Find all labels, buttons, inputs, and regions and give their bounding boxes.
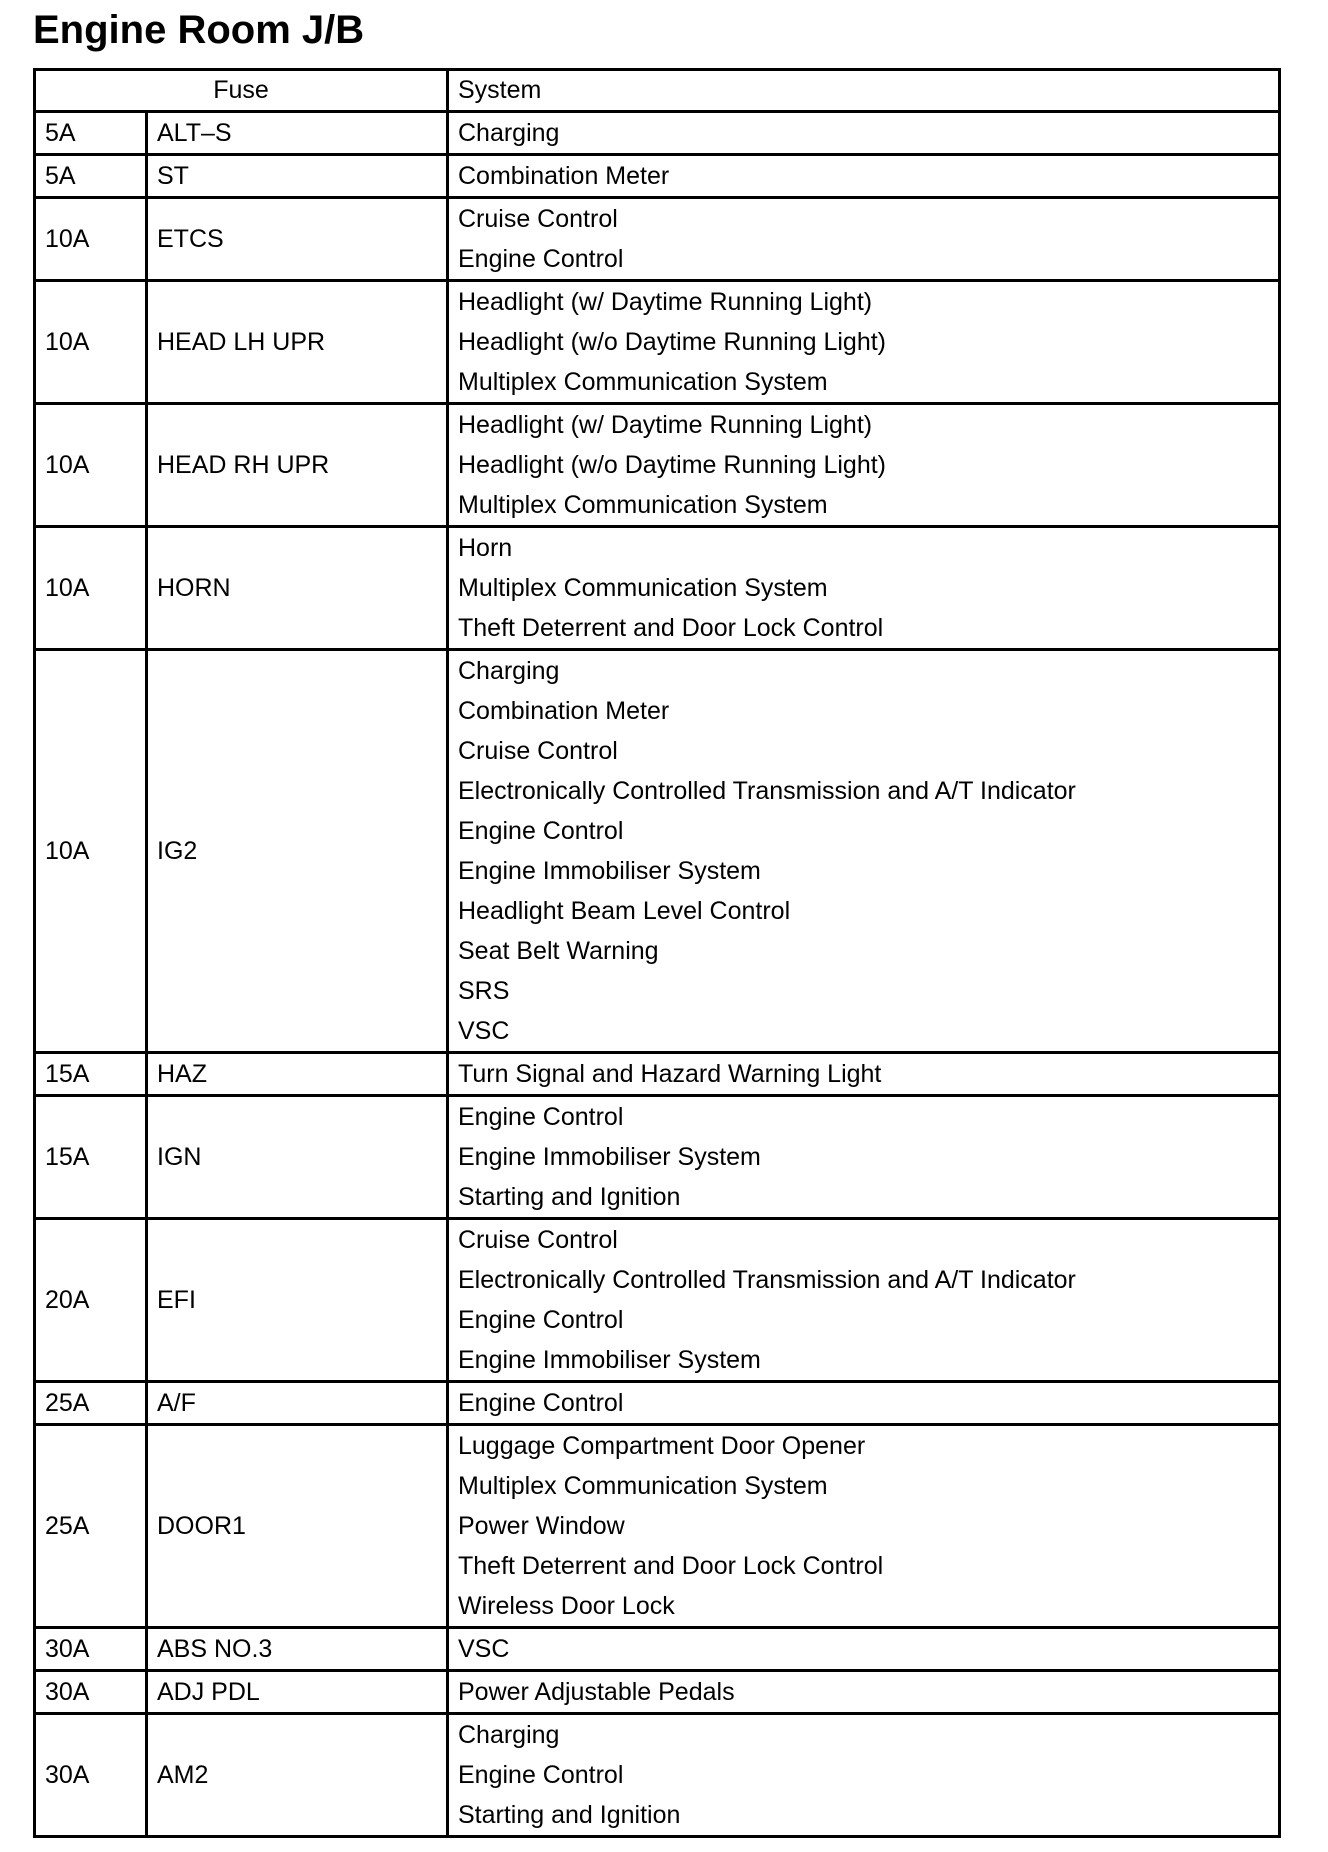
fuse-amperage: 15A xyxy=(35,1053,147,1096)
system-item: Headlight (w/o Daytime Running Light) xyxy=(458,328,886,356)
fuse-name: HAZ xyxy=(147,1053,448,1096)
fuse-amperage: 25A xyxy=(35,1382,147,1425)
table-header-row xyxy=(35,70,1280,112)
system-cell xyxy=(448,112,1280,155)
system-item: Combination Meter xyxy=(458,162,670,190)
system-item: Theft Deterrent and Door Lock Control xyxy=(458,1552,884,1580)
fuse-name: ALT–S xyxy=(147,112,448,155)
table-row xyxy=(35,281,1280,404)
system-cell xyxy=(448,527,1280,650)
table-row xyxy=(35,155,1280,198)
system-item: VSC xyxy=(458,1635,510,1663)
system-cell xyxy=(448,1671,1280,1714)
page-title: Engine Room J/B xyxy=(33,8,365,52)
system-item: Luggage Compartment Door Opener xyxy=(458,1432,866,1460)
table-row xyxy=(35,112,1280,155)
system-item: Engine Control xyxy=(458,1761,624,1789)
fuse-table xyxy=(33,68,1281,1838)
table-row xyxy=(35,1382,1280,1425)
system-item: Engine Control xyxy=(458,817,624,845)
system-item: Electronically Controlled Transmission and A/T Indicator xyxy=(458,1266,1076,1294)
system-item: Engine Control xyxy=(458,1306,624,1334)
fuse-amperage: 15A xyxy=(35,1096,147,1219)
table-row xyxy=(35,1671,1280,1714)
system-cell xyxy=(448,1219,1280,1382)
system-cell xyxy=(448,1714,1280,1837)
fuse-column-header: Fuse xyxy=(35,70,448,112)
system-cell xyxy=(448,650,1280,1053)
system-item: Combination Meter xyxy=(458,697,670,725)
system-item: Multiplex Communication System xyxy=(458,1472,828,1500)
fuse-amperage: 30A xyxy=(35,1671,147,1714)
system-item: Cruise Control xyxy=(458,1226,618,1254)
table-row xyxy=(35,1425,1280,1628)
system-item: Cruise Control xyxy=(458,737,618,765)
system-item: Headlight (w/ Daytime Running Light) xyxy=(458,411,873,439)
system-item: Engine Immobiliser System xyxy=(458,1143,761,1171)
system-item: Headlight Beam Level Control xyxy=(458,897,791,925)
table-row xyxy=(35,1053,1280,1096)
system-item: Electronically Controlled Transmission and A/T Indicator xyxy=(458,777,1076,805)
system-cell xyxy=(448,404,1280,527)
table-row xyxy=(35,527,1280,650)
fuse-amperage: 5A xyxy=(35,112,147,155)
system-item: VSC xyxy=(458,1017,510,1045)
system-item: Engine Control xyxy=(458,1389,624,1417)
fuse-name: IGN xyxy=(147,1096,448,1219)
fuse-name: HORN xyxy=(147,527,448,650)
table-row xyxy=(35,650,1280,1053)
fuse-amperage: 10A xyxy=(35,650,147,1053)
fuse-amperage: 10A xyxy=(35,404,147,527)
system-cell xyxy=(448,1053,1280,1096)
system-item: Starting and Ignition xyxy=(458,1183,681,1211)
fuse-name: ST xyxy=(147,155,448,198)
system-item: Charging xyxy=(458,119,560,147)
fuse-amperage: 30A xyxy=(35,1714,147,1837)
system-item: Engine Immobiliser System xyxy=(458,857,761,885)
system-cell xyxy=(448,1382,1280,1425)
system-cell xyxy=(448,1096,1280,1219)
fuse-amperage: 10A xyxy=(35,527,147,650)
system-item: Multiplex Communication System xyxy=(458,491,828,519)
system-item: Theft Deterrent and Door Lock Control xyxy=(458,614,884,642)
fuse-amperage: 30A xyxy=(35,1628,147,1671)
system-item: Horn xyxy=(458,534,513,562)
system-item: Engine Control xyxy=(458,1103,624,1131)
fuse-amperage: 10A xyxy=(35,281,147,404)
table-row xyxy=(35,1219,1280,1382)
fuse-name: IG2 xyxy=(147,650,448,1053)
fuse-amperage: 25A xyxy=(35,1425,147,1628)
system-item: Multiplex Communication System xyxy=(458,368,828,396)
fuse-name: EFI xyxy=(147,1219,448,1382)
system-item: Headlight (w/o Daytime Running Light) xyxy=(458,451,886,479)
system-item: Turn Signal and Hazard Warning Light xyxy=(458,1060,882,1088)
table-row xyxy=(35,1096,1280,1219)
system-column-header: System xyxy=(448,70,1280,112)
fuse-name: A/F xyxy=(147,1382,448,1425)
system-cell xyxy=(448,155,1280,198)
table-row xyxy=(35,404,1280,527)
system-item: Multiplex Communication System xyxy=(458,574,828,602)
fuse-name: ADJ PDL xyxy=(147,1671,448,1714)
fuse-amperage: 5A xyxy=(35,155,147,198)
fuse-name: ABS NO.3 xyxy=(147,1628,448,1671)
system-cell xyxy=(448,281,1280,404)
system-item: Seat Belt Warning xyxy=(458,937,659,965)
table-row xyxy=(35,1628,1280,1671)
system-item: Engine Control xyxy=(458,245,624,273)
table-body xyxy=(35,112,1280,1837)
system-item: Charging xyxy=(458,657,560,685)
fuse-amperage: 20A xyxy=(35,1219,147,1382)
system-item: Cruise Control xyxy=(458,205,618,233)
system-item: Starting and Ignition xyxy=(458,1801,681,1829)
table-row xyxy=(35,198,1280,281)
system-item: Charging xyxy=(458,1721,560,1749)
fuse-name: AM2 xyxy=(147,1714,448,1837)
system-item: Wireless Door Lock xyxy=(458,1592,675,1620)
fuse-name: DOOR1 xyxy=(147,1425,448,1628)
system-item: Headlight (w/ Daytime Running Light) xyxy=(458,288,873,316)
system-cell xyxy=(448,1628,1280,1671)
system-cell xyxy=(448,198,1280,281)
system-item: Power Window xyxy=(458,1512,625,1540)
system-item: Engine Immobiliser System xyxy=(458,1346,761,1374)
fuse-name: ETCS xyxy=(147,198,448,281)
system-item: SRS xyxy=(458,977,510,1005)
system-cell xyxy=(448,1425,1280,1628)
fuse-name: HEAD RH UPR xyxy=(147,404,448,527)
fuse-amperage: 10A xyxy=(35,198,147,281)
system-item: Power Adjustable Pedals xyxy=(458,1678,735,1706)
table-row xyxy=(35,1714,1280,1837)
fuse-name: HEAD LH UPR xyxy=(147,281,448,404)
